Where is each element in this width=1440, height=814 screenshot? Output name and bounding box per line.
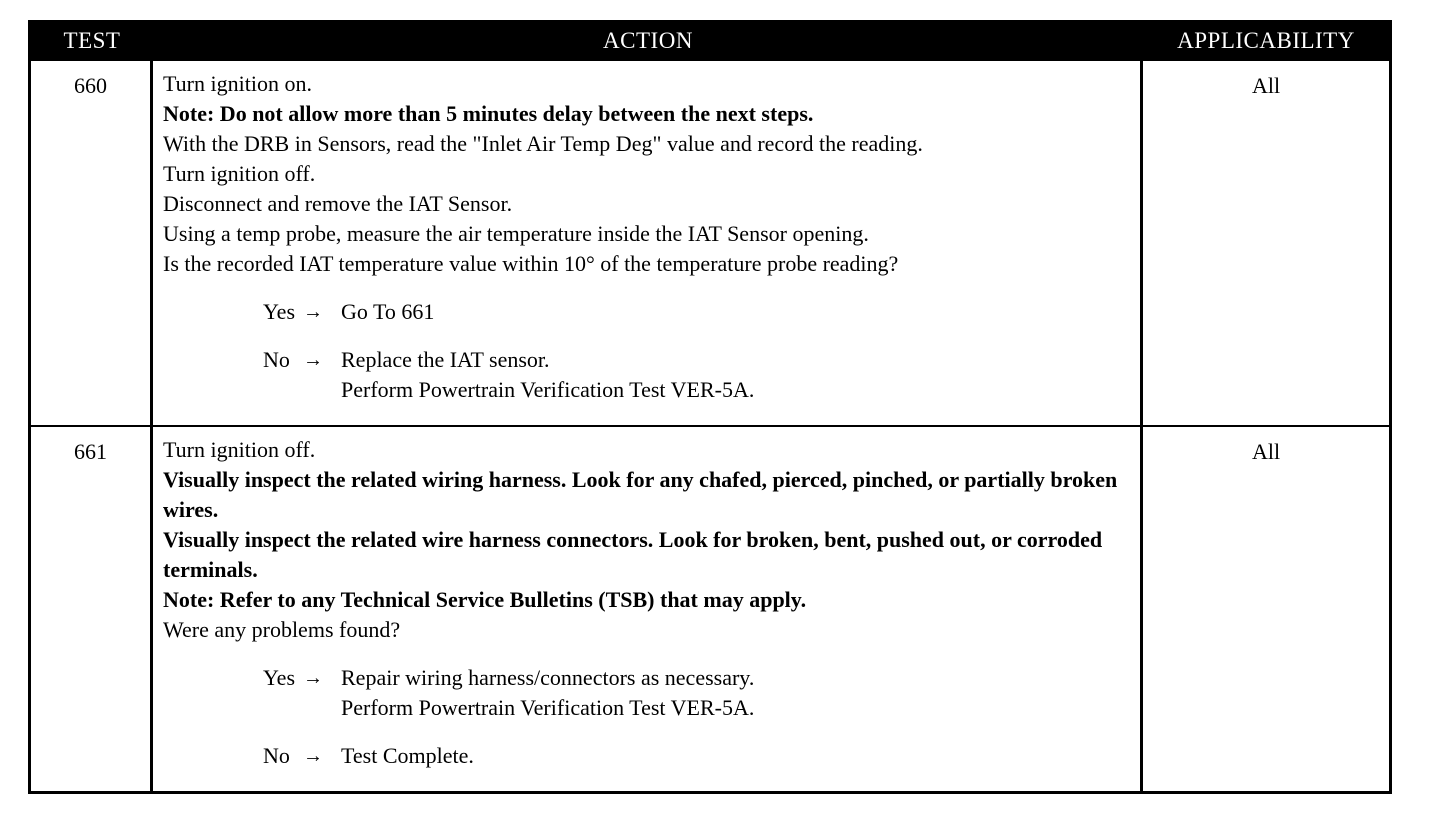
branch-text	[341, 741, 1134, 771]
action-line: Were any problems found?	[163, 617, 401, 642]
arrow-right-icon: →	[303, 349, 323, 371]
table-row	[31, 425, 1389, 791]
branch-line: Perform Powertrain Verification Test VER-5A.	[341, 695, 755, 720]
branch-line: Replace the IAT sensor.	[341, 347, 550, 372]
branch-yes	[163, 663, 1134, 723]
test-number: 661	[31, 427, 153, 791]
column-header-applicability: APPLICABILITY	[1177, 28, 1355, 53]
branch-no	[163, 741, 1134, 771]
table-header-row	[31, 23, 1389, 59]
branch-label: No	[263, 743, 290, 768]
branch-text	[341, 663, 1134, 723]
action-line: Turn ignition on.	[163, 71, 312, 96]
branch-line: Test Complete.	[341, 743, 474, 768]
diagnostic-test-table	[28, 20, 1392, 794]
action-line: Is the recorded IAT temperature value within 10° of the temperature probe reading?	[163, 251, 899, 276]
action-line: Turn ignition off.	[163, 161, 316, 186]
branch-label: Yes	[263, 299, 296, 324]
arrow-right-icon: →	[303, 745, 323, 767]
action-line: Visually inspect the related wiring harness. Look for any chafed, pierced, pinched, or partially broken wires.	[163, 467, 1118, 522]
branch-label: No	[263, 347, 290, 372]
branch-line: Repair wiring harness/connectors as necessary.	[341, 665, 755, 690]
branch-yes	[163, 297, 1134, 327]
applicability-value: All	[1251, 439, 1281, 464]
branch-text	[341, 345, 1134, 405]
branch-text	[341, 297, 1134, 327]
column-header-test: TEST	[63, 28, 121, 53]
branch-line: Go To 661	[341, 299, 435, 324]
column-header-action: ACTION	[603, 28, 693, 53]
action-line: Visually inspect the related wire harness connectors. Look for broken, bent, pushed out, or corroded terminals.	[163, 527, 1103, 582]
applicability-value: All	[1251, 73, 1281, 98]
action-line: Using a temp probe, measure the air temperature inside the IAT Sensor opening.	[163, 221, 869, 246]
branch-line: Perform Powertrain Verification Test VER-5A.	[341, 377, 755, 402]
branch-no	[163, 345, 1134, 405]
arrow-right-icon: →	[303, 667, 323, 689]
action-line: Note: Refer to any Technical Service Bulletins (TSB) that may apply.	[163, 587, 807, 612]
table-row	[31, 59, 1389, 425]
test-number: 660	[31, 61, 153, 425]
action-line: With the DRB in Sensors, read the "Inlet Air Temp Deg" value and record the reading.	[163, 131, 923, 156]
action-cell	[153, 427, 1143, 791]
action-line: Turn ignition off.	[163, 437, 316, 462]
action-cell	[153, 61, 1143, 425]
action-line: Note: Do not allow more than 5 minutes delay between the next steps.	[163, 101, 814, 126]
arrow-right-icon: →	[303, 301, 323, 323]
branch-label: Yes	[263, 665, 296, 690]
action-line: Disconnect and remove the IAT Sensor.	[163, 191, 513, 216]
